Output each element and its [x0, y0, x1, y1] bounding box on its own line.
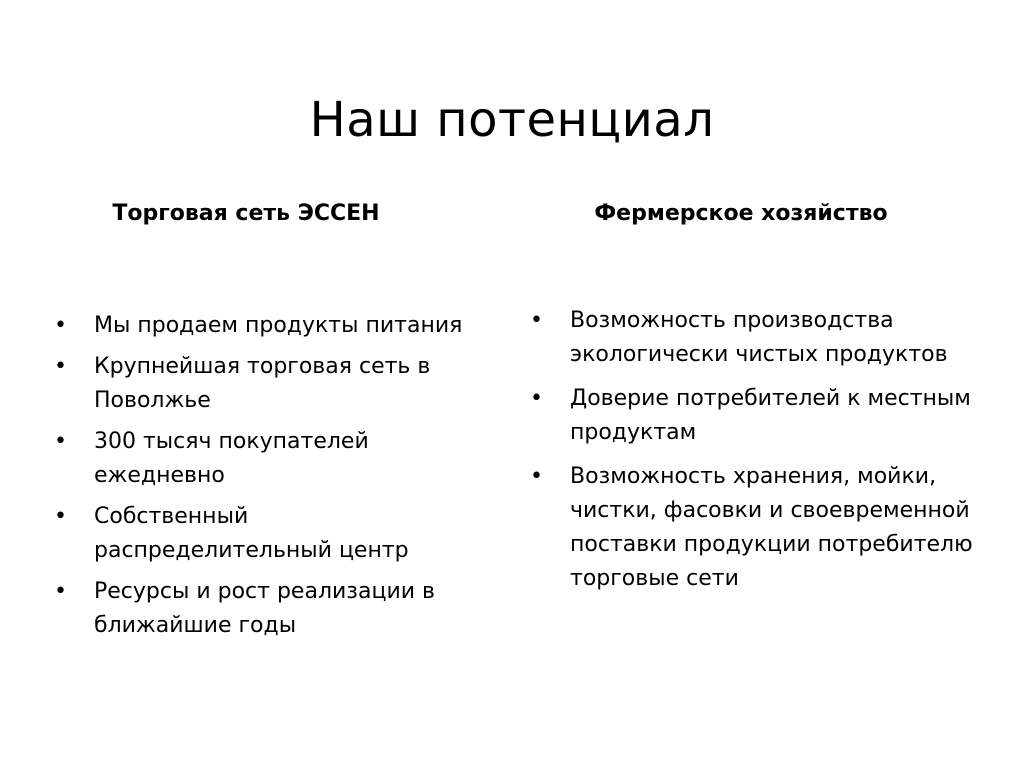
left-bullet-list	[52, 309, 492, 650]
list-item-text: Мы продаем продукты питания	[94, 313, 463, 338]
list-item	[52, 425, 492, 493]
list-item	[528, 460, 1004, 596]
list-item	[52, 500, 492, 568]
list-item	[528, 382, 1004, 450]
list-item	[528, 304, 1004, 372]
bullet-icon: •	[530, 308, 543, 333]
list-item-text: Возможность производства экологически чистых продуктов	[570, 308, 948, 367]
bullet-icon: •	[530, 386, 543, 411]
list-item-text: Ресурсы и рост реализации в ближайшие годы	[94, 579, 436, 638]
bullet-icon: •	[54, 504, 67, 529]
list-item	[52, 350, 492, 418]
list-item-text: Возможность хранения, мойки, чистки, фасовки и своевременной поставки продукции потребителю торговые сети	[570, 464, 973, 591]
list-item-text: Собственный распределительный центр	[94, 504, 409, 563]
list-item-text: 300 тысяч покупателей ежедневно	[94, 429, 369, 488]
left-column-heading: Торговая сеть ЭССЕН	[112, 201, 380, 226]
list-item	[52, 575, 492, 643]
bullet-icon: •	[54, 579, 67, 604]
slide-title: Наш потенциал	[309, 92, 715, 149]
list-item-text: Доверие потребителей к местным продуктам	[570, 386, 971, 445]
bullet-icon: •	[54, 313, 67, 338]
list-item-text: Крупнейшая торговая сеть в Поволжье	[94, 354, 431, 413]
right-column-heading: Фермерское хозяйство	[594, 201, 888, 226]
bullet-icon: •	[54, 429, 67, 454]
bullet-icon: •	[530, 464, 543, 489]
list-item	[52, 309, 492, 343]
bullet-icon: •	[54, 354, 67, 379]
right-bullet-list	[528, 304, 1004, 606]
